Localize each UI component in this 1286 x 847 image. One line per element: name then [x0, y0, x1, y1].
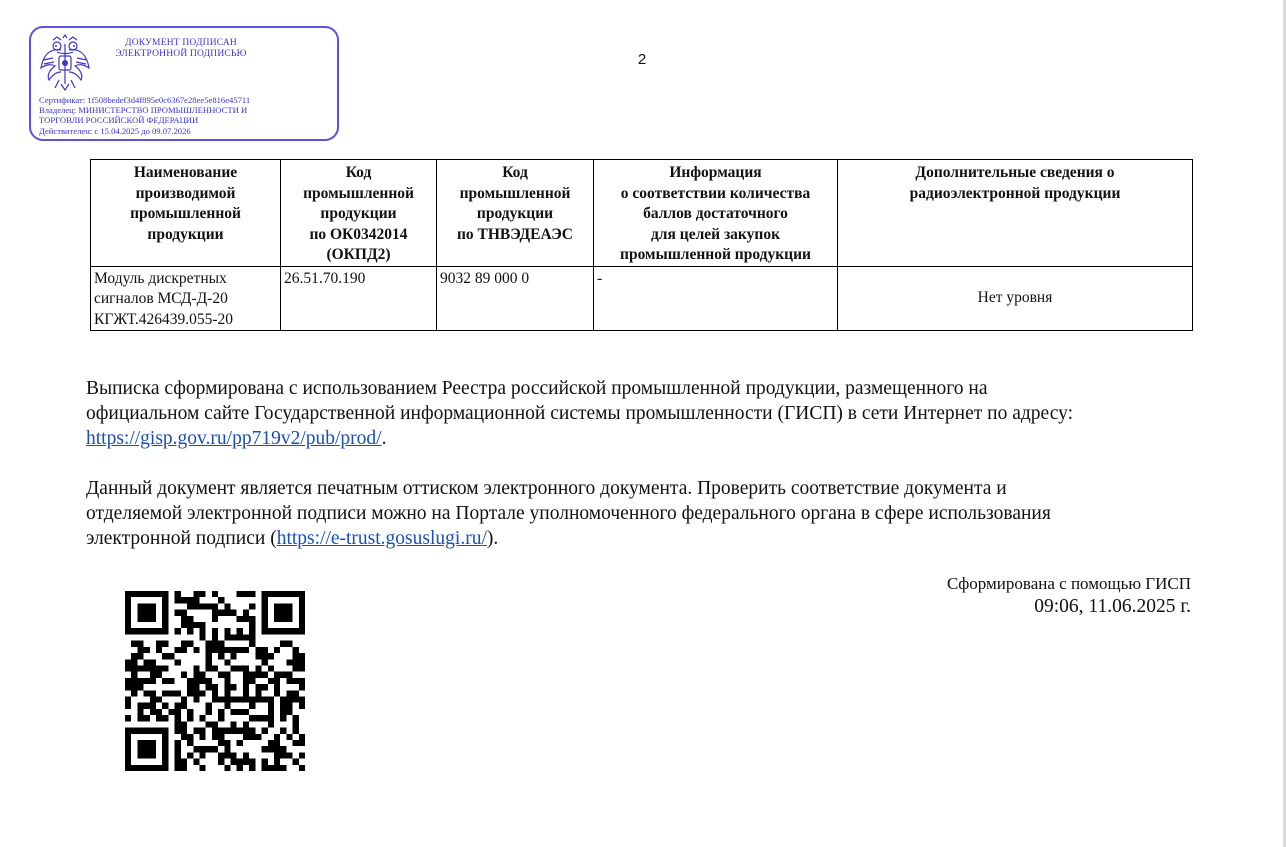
- product-table: [90, 159, 1193, 331]
- stamp-certificate: Сертификат: 1f508bedef3d4f895e0c6367e28ee5e816e45711: [39, 95, 251, 105]
- table-header-row: [91, 160, 1193, 267]
- header-extra-info: Дополнительные сведения о радиоэлектронной продукции: [838, 160, 1193, 267]
- table-row: [91, 266, 1193, 331]
- header-okpd2-code: Код промышленной продукции по ОК0342014 (ОКПД2): [281, 160, 437, 267]
- generated-label: Сформирована с помощью ГИСП: [946, 574, 1191, 593]
- stamp-owner-cont: ТОРГОВЛИ РОССИЙСКОЙ ФЕДЕРАЦИИ: [39, 115, 199, 126]
- header-product-name: Наименование производимой промышленной продукции: [91, 160, 281, 267]
- qr-code-icon: [125, 591, 305, 771]
- generated-timestamp: 09:06, 11.06.2025 г.: [1034, 596, 1191, 617]
- stamp-details: [39, 95, 335, 136]
- stamp-owner: Владелец: МИНИСТЕРСТВО ПРОМЫШЛЕННОСТИ И: [39, 105, 248, 116]
- stamp-validity: Действителен: с 15.04.2025 до 09.07.2026: [39, 125, 191, 136]
- generated-info: [830, 572, 1191, 618]
- header-tnved-code: Код промышленной продукции по ТНВЭДЕАЭС: [437, 160, 594, 267]
- cell-okpd2: 26.51.70.190: [281, 266, 437, 331]
- cell-tnved: 9032 89 000 0: [437, 266, 594, 331]
- coat-of-arms-icon: [39, 34, 91, 92]
- cell-extra-info: Нет уровня: [838, 266, 1193, 331]
- gisp-link[interactable]: https://gisp.gov.ru/pp719v2/pub/prod/: [86, 428, 382, 449]
- verification-paragraph: Данный документ является печатным оттиском электронного документа. Проверить соответствие документа и отделяемой электронной подписи можно на Портале уполномоченного федерального органа в сфере использования электронной подписи (https://e-trust.gosuslugi.ru/).: [86, 478, 1051, 549]
- cell-points-info: -: [594, 266, 838, 331]
- page-number: 2: [637, 51, 647, 68]
- etrust-link[interactable]: https://e-trust.gosuslugi.ru/: [276, 528, 487, 549]
- stamp-title: ДОКУМЕНТ ПОДПИСАН ЭЛЕКТРОННОЙ ПОДПИСЬЮ: [115, 38, 247, 59]
- cell-product-name: Модуль дискретных сигналов МСД-Д-20 КГЖТ.426439.055-20: [91, 266, 281, 331]
- signature-stamp: [29, 26, 339, 141]
- registry-paragraph: Выписка сформирована с использованием Реестра российской промышленной продукции, размещенного на официальном сайте Государственной информационной системы промышленности (ГИСП) в сети Интернет по адресу: https://gisp.gov.ru/pp719v2/pub/prod/.: [86, 378, 1074, 449]
- header-points-info: Информация о соответствии количества баллов достаточного для целей закупок промышленной продукции: [594, 160, 838, 267]
